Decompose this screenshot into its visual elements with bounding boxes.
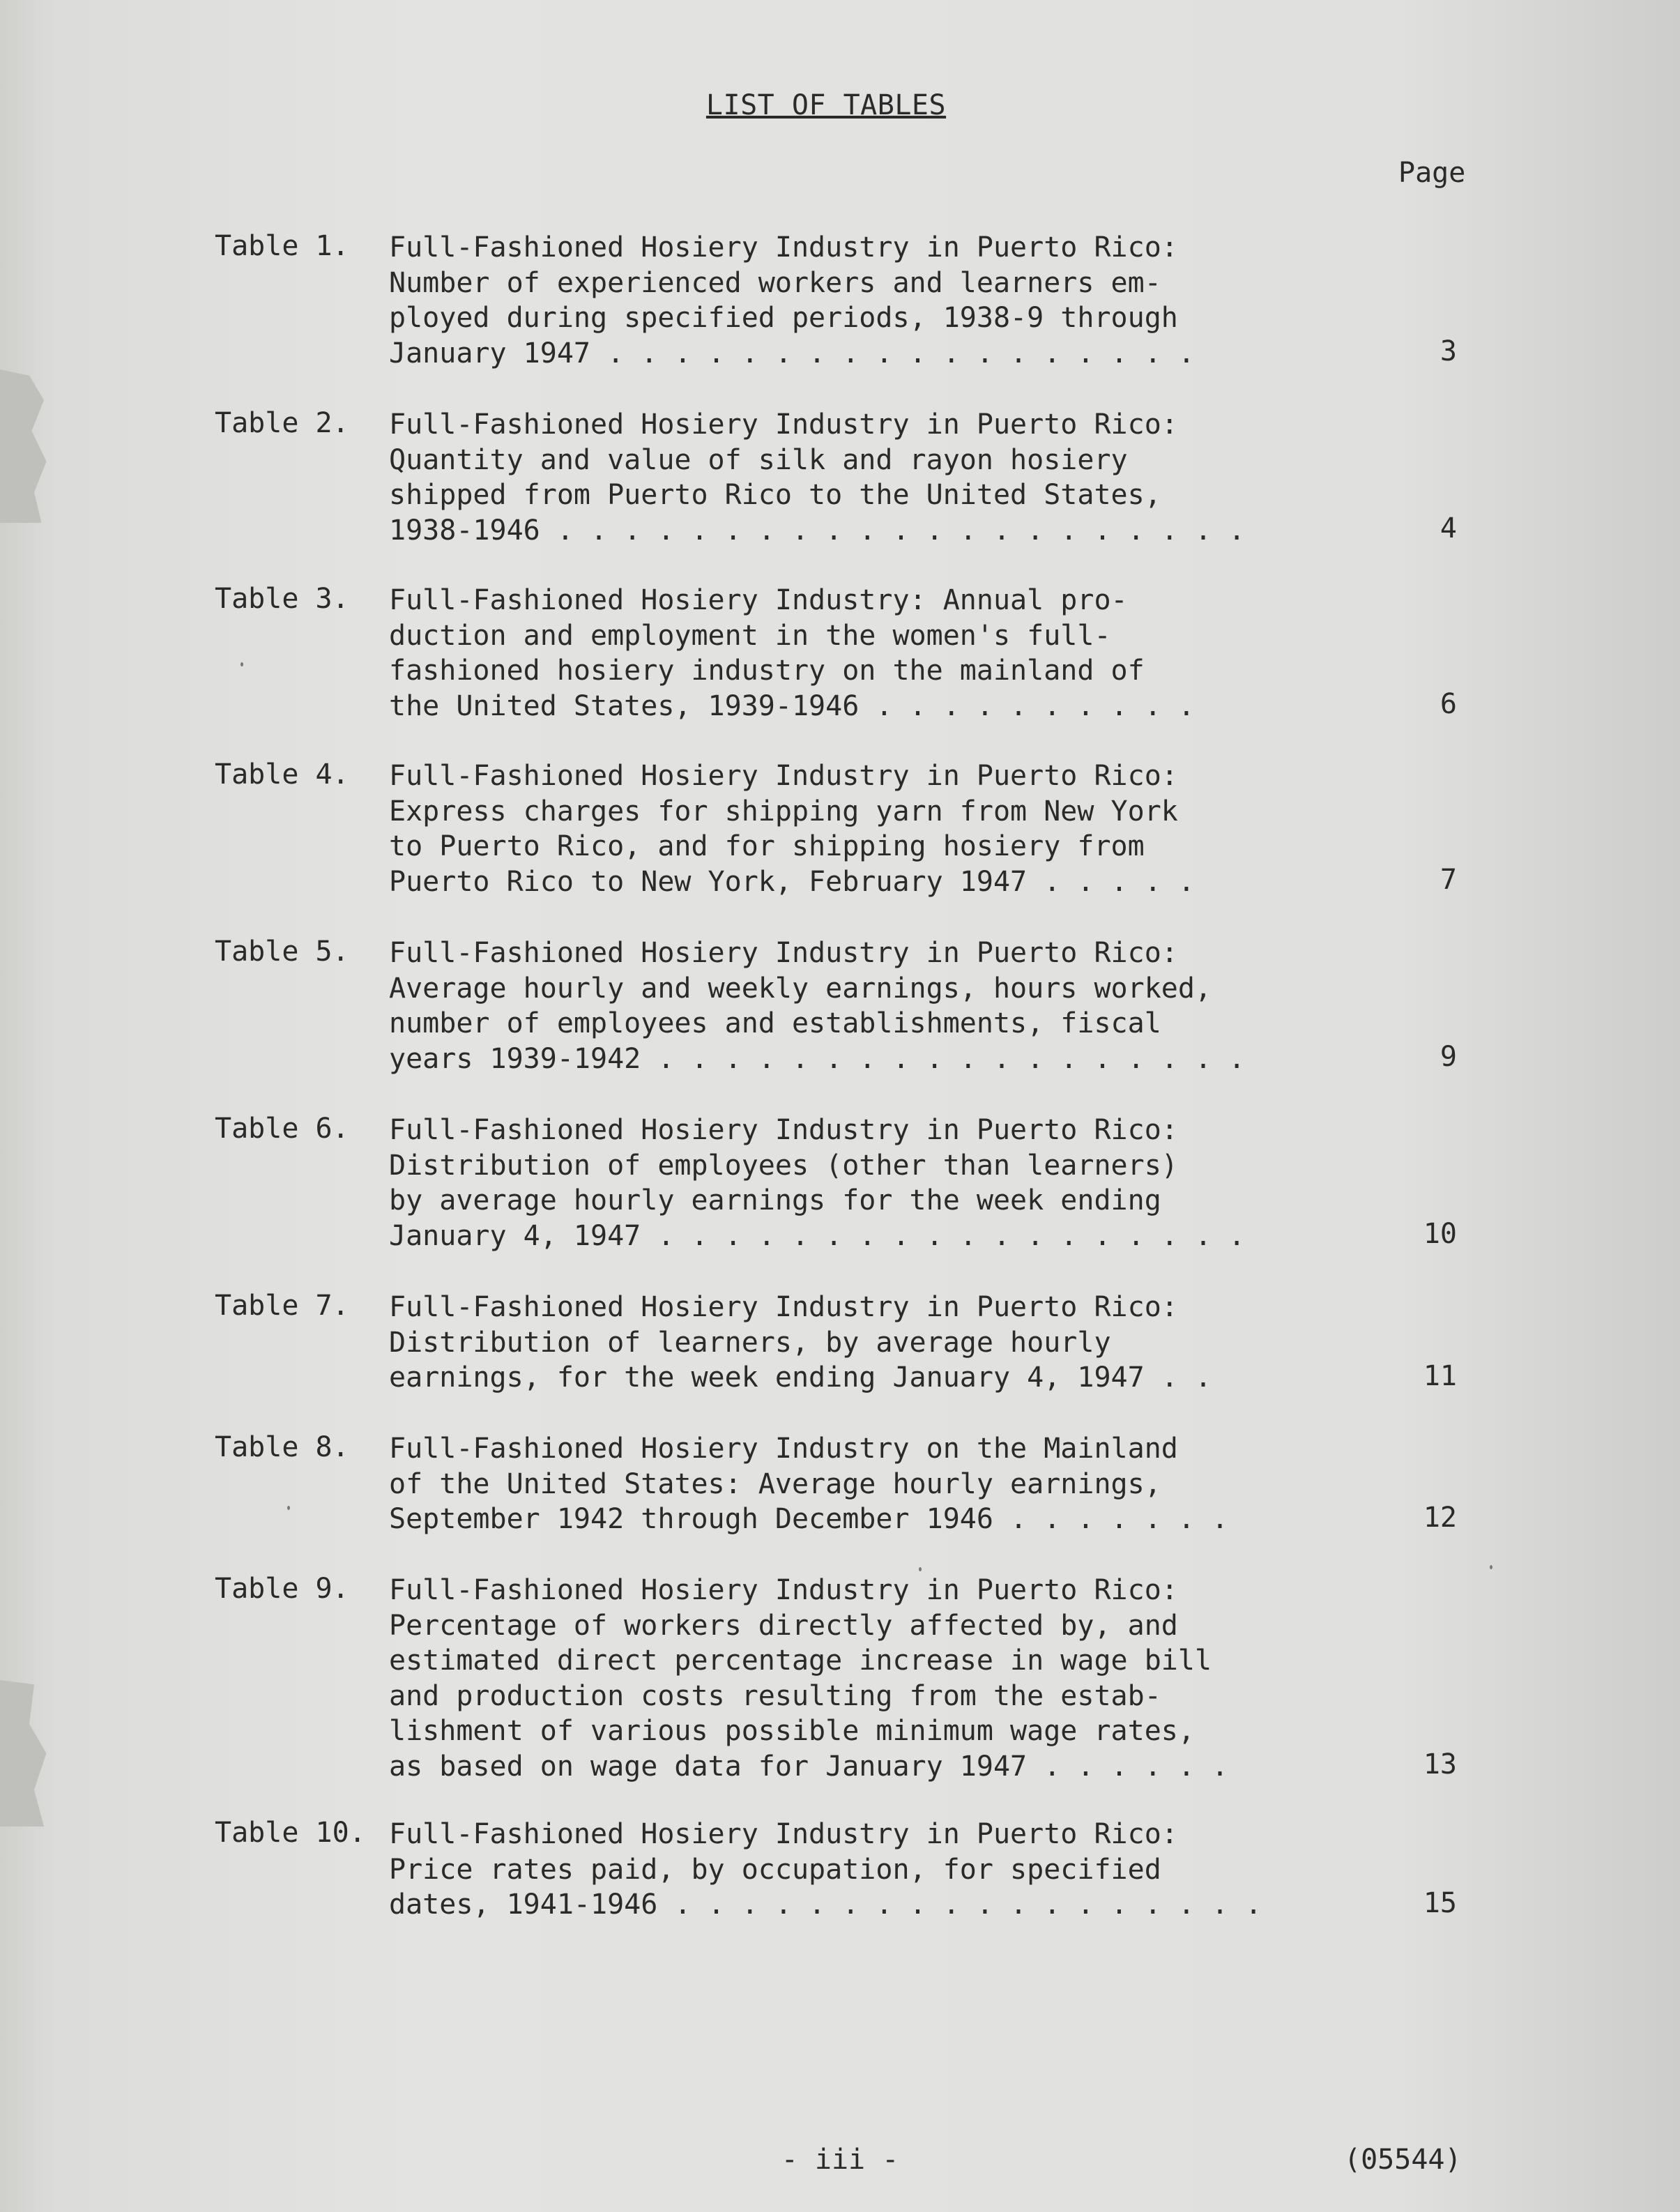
description-line: of the United States: Average hourly earnings, bbox=[389, 1467, 1161, 1500]
table-label: Table 2. bbox=[215, 407, 349, 439]
page-number: 11 bbox=[1423, 1360, 1457, 1392]
description-line: Express charges for shipping yarn from New York bbox=[389, 795, 1178, 827]
scan-speck bbox=[240, 662, 243, 666]
description-line: estimated direct percentage increase in wage bill bbox=[389, 1645, 1212, 1677]
table-label: Table 1. bbox=[215, 230, 349, 262]
page-number: 15 bbox=[1423, 1887, 1457, 1919]
table-description bbox=[389, 1573, 1267, 1784]
description-line: to Puerto Rico, and for shipping hosiery from bbox=[389, 830, 1145, 862]
page-number: 9 bbox=[1440, 1041, 1457, 1073]
description-line: Average hourly and weekly earnings, hours worked, bbox=[389, 972, 1212, 1005]
scan-speck bbox=[1490, 1565, 1492, 1569]
description-line: Full-Fashioned Hosiery Industry on the Mainland bbox=[389, 1433, 1178, 1465]
description-line: Price rates paid, by occupation, for specified bbox=[389, 1853, 1161, 1886]
scan-speck bbox=[919, 1567, 922, 1571]
table-label: Table 10. bbox=[215, 1817, 366, 1849]
description-line: by average hourly earnings for the week ending bbox=[389, 1184, 1161, 1216]
page-number: 4 bbox=[1440, 512, 1457, 544]
description-line: January 1947 . . . . . . . . . . . . . . . . . . bbox=[389, 337, 1195, 369]
scan-speck bbox=[287, 1506, 290, 1510]
table-label: Table 9. bbox=[215, 1573, 349, 1605]
description-line: dates, 1941-1946 . . . . . . . . . . . . . . . . . . bbox=[389, 1889, 1262, 1921]
page-number: 13 bbox=[1423, 1748, 1457, 1780]
table-description bbox=[389, 1817, 1267, 1923]
table-description bbox=[389, 407, 1267, 548]
page-number: 12 bbox=[1423, 1502, 1457, 1534]
table-description bbox=[389, 936, 1267, 1076]
description-line: Distribution of learners, by average hourly bbox=[389, 1326, 1111, 1359]
description-line: as based on wage data for January 1947 . . . . . . bbox=[389, 1750, 1229, 1783]
description-line: 1938-1946 . . . . . . . . . . . . . . . . . . . . . bbox=[389, 514, 1246, 547]
page-number: 6 bbox=[1440, 688, 1457, 720]
description-line: Full-Fashioned Hosiery Industry in Puerto Rico: bbox=[389, 1818, 1178, 1850]
table-description bbox=[389, 1113, 1267, 1253]
table-label: Table 8. bbox=[215, 1431, 349, 1463]
page-number: 3 bbox=[1440, 335, 1457, 367]
page-title: LIST OF TABLES bbox=[705, 89, 947, 121]
description-line: Puerto Rico to New York, February 1947 . . . . . bbox=[389, 865, 1195, 898]
page-number: 7 bbox=[1440, 864, 1457, 896]
description-line: shipped from Puerto Rico to the United States, bbox=[389, 479, 1161, 511]
table-label: Table 7. bbox=[215, 1290, 349, 1322]
table-label: Table 5. bbox=[215, 936, 349, 968]
description-line: Percentage of workers directly affected by, and bbox=[389, 1609, 1178, 1642]
table-description bbox=[389, 758, 1267, 899]
description-line: Full-Fashioned Hosiery Industry in Puerto Rico: bbox=[389, 1114, 1178, 1146]
table-label: Table 6. bbox=[215, 1113, 349, 1145]
table-description bbox=[389, 1431, 1267, 1537]
description-line: years 1939-1942 . . . . . . . . . . . . . . . . . . bbox=[389, 1042, 1246, 1075]
description-line: the United States, 1939-1946 . . . . . . . . . . bbox=[389, 689, 1195, 722]
table-description bbox=[389, 1290, 1267, 1396]
description-line: duction and employment in the women's full- bbox=[389, 619, 1111, 652]
description-line: Full-Fashioned Hosiery Industry in Puerto Rico: bbox=[389, 409, 1178, 441]
document-code: (05544) bbox=[1344, 2144, 1462, 2176]
description-line: ployed during specified periods, 1938-9 through bbox=[389, 302, 1178, 334]
torn-edge bbox=[0, 1680, 49, 1826]
table-label: Table 3. bbox=[215, 583, 349, 615]
description-line: number of employees and establishments, fiscal bbox=[389, 1007, 1161, 1039]
page-column-header: Page bbox=[1398, 157, 1466, 189]
page-number: 10 bbox=[1423, 1218, 1457, 1250]
table-description bbox=[389, 583, 1267, 724]
description-line: Full-Fashioned Hosiery Industry in Puerto Rico: bbox=[389, 231, 1178, 264]
description-line: Full-Fashioned Hosiery Industry in Puerto Rico: bbox=[389, 1574, 1178, 1606]
description-line: Distribution of employees (other than learners) bbox=[389, 1149, 1178, 1182]
description-line: Full-Fashioned Hosiery Industry: Annual pro- bbox=[389, 584, 1128, 616]
description-line: earnings, for the week ending January 4, 1947 . . bbox=[389, 1361, 1212, 1394]
table-description bbox=[389, 230, 1267, 371]
description-line: and production costs resulting from the estab- bbox=[389, 1679, 1161, 1712]
description-line: Number of experienced workers and learners em- bbox=[389, 266, 1161, 299]
description-line: Full-Fashioned Hosiery Industry in Puerto Rico: bbox=[389, 760, 1178, 792]
page-footer-number: - iii - bbox=[781, 2144, 899, 2176]
description-line: September 1942 through December 1946 . . . . . . . bbox=[389, 1503, 1229, 1535]
description-line: Full-Fashioned Hosiery Industry in Puerto Rico: bbox=[389, 1291, 1178, 1323]
description-line: Quantity and value of silk and rayon hosiery bbox=[389, 443, 1128, 476]
table-label: Table 4. bbox=[215, 758, 349, 791]
description-line: January 4, 1947 . . . . . . . . . . . . . . . . . . bbox=[389, 1219, 1246, 1252]
description-line: fashioned hosiery industry on the mainland of bbox=[389, 655, 1145, 687]
description-line: lishment of various possible minimum wage rates, bbox=[389, 1715, 1195, 1747]
description-line: Full-Fashioned Hosiery Industry in Puerto Rico: bbox=[389, 937, 1178, 969]
torn-edge bbox=[0, 369, 49, 523]
